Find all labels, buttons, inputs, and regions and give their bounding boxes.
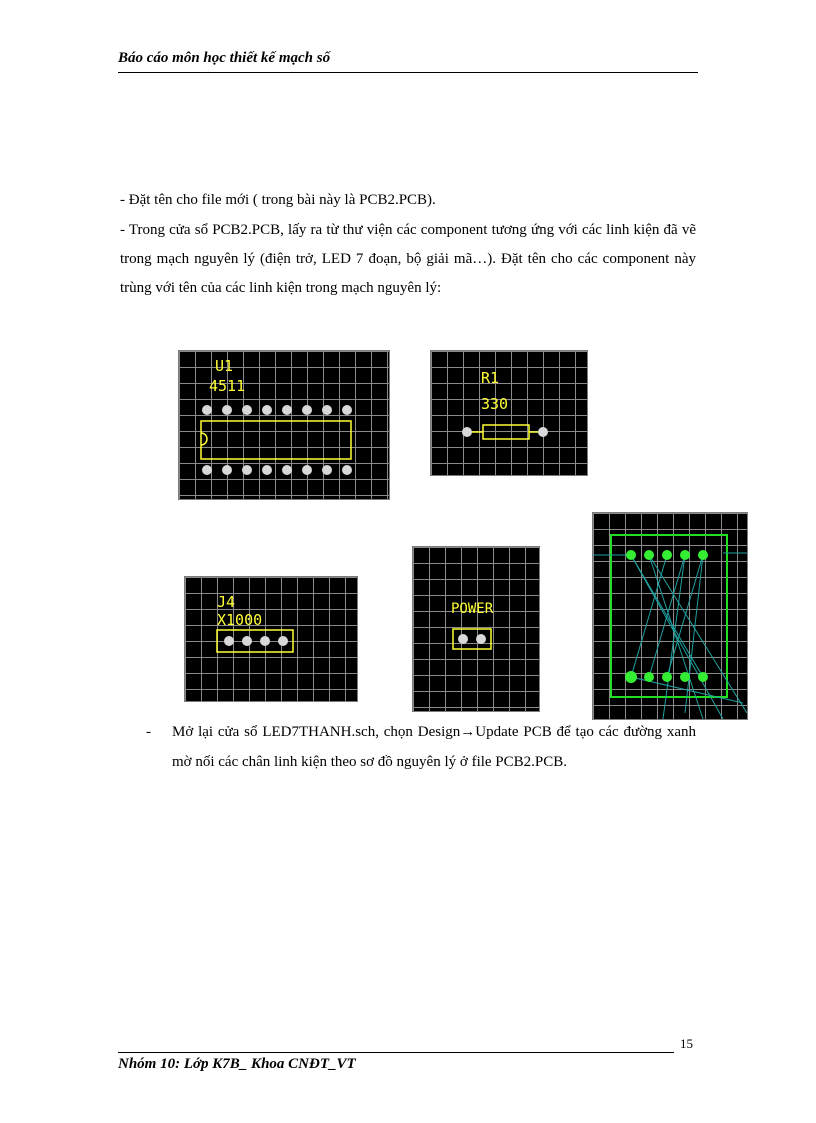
j4-designator: J4	[217, 593, 236, 611]
header-divider	[118, 72, 698, 73]
j4-value: X1000	[217, 611, 263, 629]
figure-j4-component	[184, 576, 358, 702]
power-pad-1	[458, 634, 468, 644]
board-top-pads	[626, 550, 708, 560]
paragraph-components: - Trong cửa sổ PCB2.PCB, lấy ra từ thư viện các component tương ứng với các linh kiện đã vẽ trong mạch nguyên lý (điện trở, LED 7 đoạn, bộ giải mã…). Đặt tên cho các component này trùng với tên của các linh kiện trong mạch nguyên lý:	[120, 222, 696, 296]
page-footer: Nhóm 10: Lớp K7B_ Khoa CNĐT_VT	[118, 1056, 356, 1072]
figure-board-ratsnest	[592, 512, 748, 720]
r1-designator: R1	[481, 369, 500, 387]
page-number: 15	[680, 1036, 693, 1051]
paragraph-file-name: - Đặt tên cho file mới ( trong bài này là PCB2.PCB).	[120, 192, 436, 208]
u1-notch	[201, 433, 207, 445]
u1-top-pads	[202, 405, 352, 415]
board-bottom-pads	[625, 671, 708, 683]
ratsnest-lines	[593, 553, 747, 719]
u1-outline	[201, 421, 351, 459]
r1-pad-1	[462, 427, 472, 437]
page-header: Báo cáo môn học thiết kế mạch số	[118, 50, 331, 66]
power-label: POWER	[451, 601, 494, 617]
u1-designator: U1	[215, 357, 234, 375]
bullet-text: Mở lại cửa sổ LED7THANH.sch, chọn Design→Update PCB để tạo các đường xanh mờ nối các chân linh kiện theo sơ đồ nguyên lý ở file PCB2.PCB.	[172, 724, 696, 770]
u1-value: 4511	[209, 377, 246, 395]
r1-value: 330	[481, 395, 509, 413]
power-pad-2	[476, 634, 486, 644]
footer-divider	[118, 1052, 674, 1053]
bullet-update-pcb	[146, 717, 696, 777]
figure-power-component	[412, 546, 540, 712]
figure-u1-component	[178, 350, 390, 500]
bullet-marker: -	[146, 724, 151, 740]
r1-pad-2	[538, 427, 548, 437]
r1-body	[483, 425, 529, 439]
figure-r1-component	[430, 350, 588, 476]
j4-pads	[224, 636, 288, 646]
u1-bottom-pads	[202, 465, 352, 475]
